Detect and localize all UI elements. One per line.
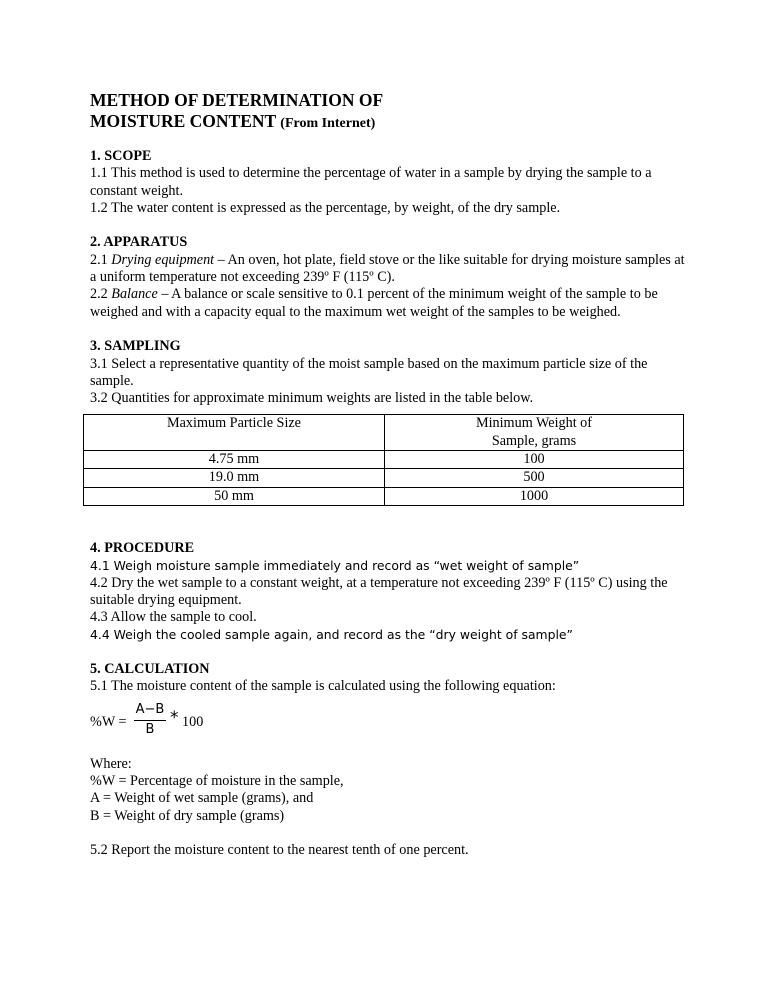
title-note: (From Internet) (280, 116, 376, 131)
formula-fraction (134, 702, 166, 739)
section-apparatus (90, 234, 690, 320)
sampling-heading: 3. SAMPLING (90, 338, 181, 355)
table-cell: 50 mm (84, 487, 385, 505)
table-header-text: Minimum Weight of Sample, grams (475, 415, 593, 449)
title-line-2: MOISTURE CONTENT (90, 111, 276, 131)
calculation-paragraph-1: 5.1 The moisture content of the sample is calculated using the following equation: (90, 678, 556, 695)
definition-a: A = Weight of wet sample (grams), and (90, 790, 314, 807)
table-cell: 4.75 mm (84, 451, 385, 469)
document-title (90, 90, 690, 134)
apparatus-paragraph-1 (90, 252, 690, 287)
document-page (90, 90, 690, 859)
formula-numerator: A−B (134, 702, 166, 721)
formula-operator: * (170, 707, 179, 728)
table-header-cell (385, 415, 684, 451)
table-header-cell: Maximum Particle Size (84, 415, 385, 451)
sampling-paragraph-2: 3.2 Quantities for approximate minimum weights are listed in the table below. (90, 390, 534, 407)
table-cell: 500 (385, 469, 684, 487)
moisture-formula (90, 702, 690, 746)
table-row (84, 487, 684, 505)
table-cell: 19.0 mm (84, 469, 385, 487)
table-header-row (84, 415, 684, 451)
calculation-paragraph-2: 5.2 Report the moisture content to the nearest tenth of one percent. (90, 842, 469, 859)
apparatus-term-balance: Balance (111, 286, 158, 303)
sampling-paragraph-1: 3.1 Select a representative quantity of the moist sample based on the maximum particle size of the sample. (90, 355, 648, 389)
title-line-1: METHOD OF DETERMINATION OF (90, 90, 384, 110)
table-row (84, 451, 684, 469)
apparatus-heading: 2. APPARATUS (90, 234, 188, 251)
section-scope (90, 148, 690, 217)
apparatus-p2-text: – A balance or scale sensitive to 0.1 percent of the minimum weight of the sample to be weighed and with a capacity equal to the maximum wet weight of the samples to be weighed. (90, 286, 658, 320)
minimum-weight-table (83, 414, 684, 505)
formula-denominator: B (145, 721, 155, 737)
apparatus-p1-text: – An oven, hot plate, field stove or the like suitable for drying moisture samples at a uniform temperature not exceeding 239º F (115º C). (90, 251, 685, 286)
apparatus-term-drying-equipment: Drying equipment (111, 251, 215, 268)
scope-paragraph-2: 1.2 The water content is expressed as the percentage, by weight, of the dry sample. (90, 199, 561, 216)
procedure-step-4: 4.4 Weigh the cooled sample again, and record as the “dry weight of sample” (90, 627, 573, 643)
where-label: Where: (90, 755, 132, 772)
section-sampling (90, 338, 690, 506)
table-cell: 1000 (385, 487, 684, 505)
procedure-heading: 4. PROCEDURE (90, 539, 195, 556)
apparatus-p1-prefix: 2.1 (90, 251, 112, 268)
definition-percent-w: %W = Percentage of moisture in the sample, (90, 772, 344, 789)
table-cell: 100 (385, 451, 684, 469)
section-calculation (90, 661, 690, 859)
table-row (84, 469, 684, 487)
procedure-step-2: 4.2 Dry the wet sample to a constant weight, at a temperature not exceeding 239º F (115º C) using the suitable drying equipment. (90, 574, 668, 608)
apparatus-p2-prefix: 2.2 (90, 286, 112, 303)
apparatus-paragraph-2 (90, 286, 690, 321)
procedure-step-1: 4.1 Weigh moisture sample immediately and record as “wet weight of sample” (90, 558, 580, 574)
formula-constant: 100 (182, 713, 204, 730)
calculation-heading: 5. CALCULATION (90, 661, 210, 678)
formula-lhs: %W = (90, 713, 127, 730)
definition-b: B = Weight of dry sample (grams) (90, 807, 285, 824)
scope-heading: 1. SCOPE (90, 148, 152, 164)
procedure-step-3: 4.3 Allow the sample to cool. (90, 609, 257, 626)
section-procedure (90, 540, 690, 644)
scope-paragraph-1: 1.1 This method is used to determine the percentage of water in a sample by drying the sample to a constant weight. (90, 165, 652, 199)
